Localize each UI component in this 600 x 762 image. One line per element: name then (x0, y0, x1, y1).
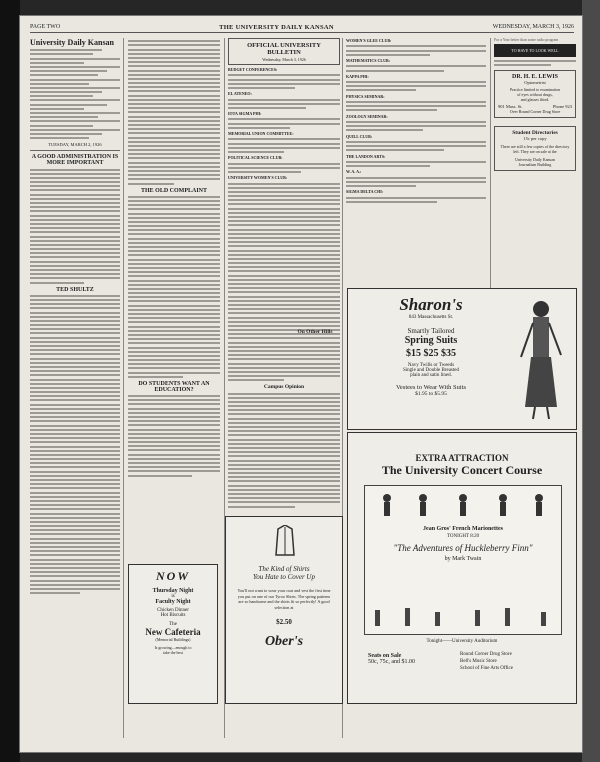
shirts-brand: Ober's (264, 634, 304, 649)
marionettes-top (365, 490, 561, 520)
cafeteria-ad-line: take the best (163, 650, 183, 655)
editorial-headline: A GOOD ADMINISTRATION IS MORE IMPORTANT (31, 154, 119, 167)
optometrist-text: Practice limited to examination (509, 86, 561, 92)
notice-item: PHYSICS SEMINAR: (346, 93, 385, 99)
directory-press: University Daily Kansan (515, 156, 555, 162)
directory-text: There are still a few copies of the directory left. They are on sale at the (500, 143, 570, 154)
scanner-edge (582, 0, 600, 762)
editorial-body-2 (30, 295, 120, 594)
concert-illustration (364, 485, 562, 635)
cafeteria-ad-line: Thursday Night (152, 588, 194, 594)
newspaper-page (20, 16, 582, 752)
notice-item: SIGMA DELTA CHI: (346, 189, 384, 195)
bulletin-item: IOTA SIGMA PHI: (228, 111, 262, 117)
sharon-line: plain and satin lined. (410, 373, 452, 378)
sharon-line: Single and Double Breasted (403, 368, 459, 373)
concert-author: by Mark Twain (444, 556, 482, 562)
bulletin-title: OFFICIAL UNIVERSITY BULLETIN (247, 42, 321, 56)
page-date: WEDNESDAY, MARCH 3, 1926 (492, 24, 574, 30)
cafeteria-ad-line: Faculty Night (155, 599, 191, 605)
page-header (30, 22, 574, 33)
notice-item: WOMEN'S GLEE CLUB: (346, 38, 392, 43)
cafeteria-ad-line: is (171, 594, 175, 599)
campus-opinion-heading: Campus Opinion (263, 384, 305, 391)
directory-ad (494, 126, 576, 171)
concert-outlet: School of Fine Arts Office (460, 666, 513, 671)
sharon-line: Smartly Tailored (407, 327, 455, 335)
concert-show: "The Adventures of Huckleberry Finn" (393, 543, 533, 553)
scanner-gutter (0, 0, 20, 762)
optometrist-name: DR. H. E. LEWIS (511, 73, 558, 80)
page-number: PAGE TWO (30, 24, 61, 30)
editorial-headline-2: TED SHULTZ (56, 286, 94, 293)
notice-item: W. A. A.: (346, 169, 362, 175)
sharon-prices: $15 $25 $35 (406, 348, 456, 359)
masthead-title: University Daily Kansan (30, 38, 115, 47)
bulletin-item: POLITICAL SCIENCE CLUB: (228, 155, 283, 161)
directory-title: Student Directories (512, 129, 558, 136)
bulletin-header (228, 38, 340, 65)
shirt-icon (274, 525, 296, 559)
marionettes-bottom (365, 606, 561, 630)
column-rule (123, 38, 124, 738)
concert-presenter: Jean Gros' French Marionettes (423, 526, 503, 532)
sharon-vestee-prices: $1.95 to $5.95 (415, 391, 447, 397)
sharon-ad (347, 288, 577, 430)
masthead-staff (30, 49, 120, 139)
notice-item: KAPPA PHI: (346, 73, 369, 79)
concert-outlet: Round Corner Drug Store (460, 652, 512, 657)
concert-ad (347, 432, 577, 704)
bulletin-column (228, 38, 340, 510)
sidebar-ad-banner: TO HAVE TO LOOK WELL (494, 44, 576, 57)
optometrist-address: 901 Mass. St. (498, 103, 523, 109)
concert-time: TONIGHT 8:20 (446, 534, 480, 539)
concert-venue: Tonight——University Auditorium (426, 639, 498, 644)
cafeteria-ad-name: New Cafeteria (145, 627, 201, 637)
letter-body (128, 40, 220, 184)
optometrist-phone: Phone 923 (552, 103, 572, 109)
shirts-headline: The Kind of Shirts (258, 565, 310, 573)
sharon-brand: Sharon's (399, 295, 463, 314)
notices-column (346, 38, 486, 205)
education-body (128, 395, 220, 477)
shirts-headline: You Hate to Cover Up (253, 573, 315, 581)
cafeteria-ad-line: Is growing—enough to (154, 645, 192, 650)
editorial-body (30, 169, 120, 284)
bulletin-item: MEMORIAL UNION COMMITTEE: (228, 131, 294, 137)
education-headline: DO STUDENTS WANT AN EDUCATION? (138, 380, 210, 393)
cafeteria-ad (128, 564, 218, 704)
on-other-hills (290, 326, 340, 336)
bulletin-item: EL ATENEO: (228, 91, 252, 97)
sidebar-ads (494, 38, 576, 171)
sharon-address: 843 Massachusetts St. (408, 315, 454, 320)
bulletin-item: BUDGET CONFERENCES: (228, 67, 278, 72)
paper-title: THE UNIVERSITY DAILY KANSAN (219, 23, 334, 31)
concert-seats-label: Seats on Sale (368, 653, 402, 659)
concert-seats (368, 653, 448, 665)
optometrist-text: and glasses fitted. (520, 96, 550, 102)
optometrist-ad (494, 70, 576, 118)
cafeteria-ad-brand: NOW (155, 569, 190, 583)
column-2 (128, 38, 220, 479)
concert-kicker: EXTRA ATTRACTION (415, 453, 509, 463)
cafeteria-ad-line: Chicken Dinner (157, 608, 189, 613)
old-complaint-headline: THE OLD COMPLAINT (140, 187, 207, 194)
cafeteria-ad-line: Hot Biscuits (160, 613, 186, 618)
notice-item: MATHEMATICS CLUB: (346, 57, 390, 63)
shirts-ad (225, 516, 343, 704)
notice-item: QUILL CLUB: (346, 133, 373, 139)
cafeteria-ad-line: (Memorial Buildings) (155, 637, 191, 642)
bulletin-issue: Wednesday, March 3, 1926 (262, 57, 306, 62)
concert-outlet: Bell's Music Store (460, 659, 497, 664)
concert-title: The University Concert Course (381, 463, 543, 477)
sidebar-ad-text: For a Year better than some radio program (494, 38, 559, 42)
shirts-price: $2.50 (276, 618, 292, 626)
column-1 (30, 38, 120, 596)
bulletin-item: UNIVERSITY WOMEN'S CLUB: (228, 175, 288, 181)
old-complaint-body (128, 196, 220, 378)
sharon-line: Vestees to Wear With Suits (395, 384, 467, 391)
sharon-line: Spring Suits (404, 335, 458, 346)
on-other-hills-heading: On Other Hills (297, 329, 333, 335)
directory-office: Journalism Building (518, 161, 552, 167)
concert-seats-prices: 50c, 75c, and $1.00 (368, 659, 415, 665)
notice-item: ZOOLOGY SEMINAR: (346, 113, 388, 119)
optometrist-title: Optometrist (524, 79, 546, 85)
concert-outlets (460, 651, 570, 672)
sharon-line: Navy Twills or Tweeds (407, 363, 455, 368)
directory-price: 15c per copy (523, 135, 547, 141)
shirts-body: You'll not want to wear your coat and vest the first time you put on one of our Tyroo Shirts. The spring patterns are so handsome and the shirts fit so perfectly! A good selection at (237, 588, 331, 610)
optometrist-note: Over Round Corner Drug Store (509, 108, 561, 114)
notice-item: THE LANDON ARTS: (346, 153, 386, 159)
optometrist-text: of eyes without drugs, (517, 91, 553, 97)
cafeteria-ad-line: The (169, 622, 177, 627)
fashion-illustration (513, 297, 569, 421)
column-rule (490, 38, 491, 308)
masthead-dateline: TUESDAY, MARCH 2, 1926 (48, 142, 102, 148)
